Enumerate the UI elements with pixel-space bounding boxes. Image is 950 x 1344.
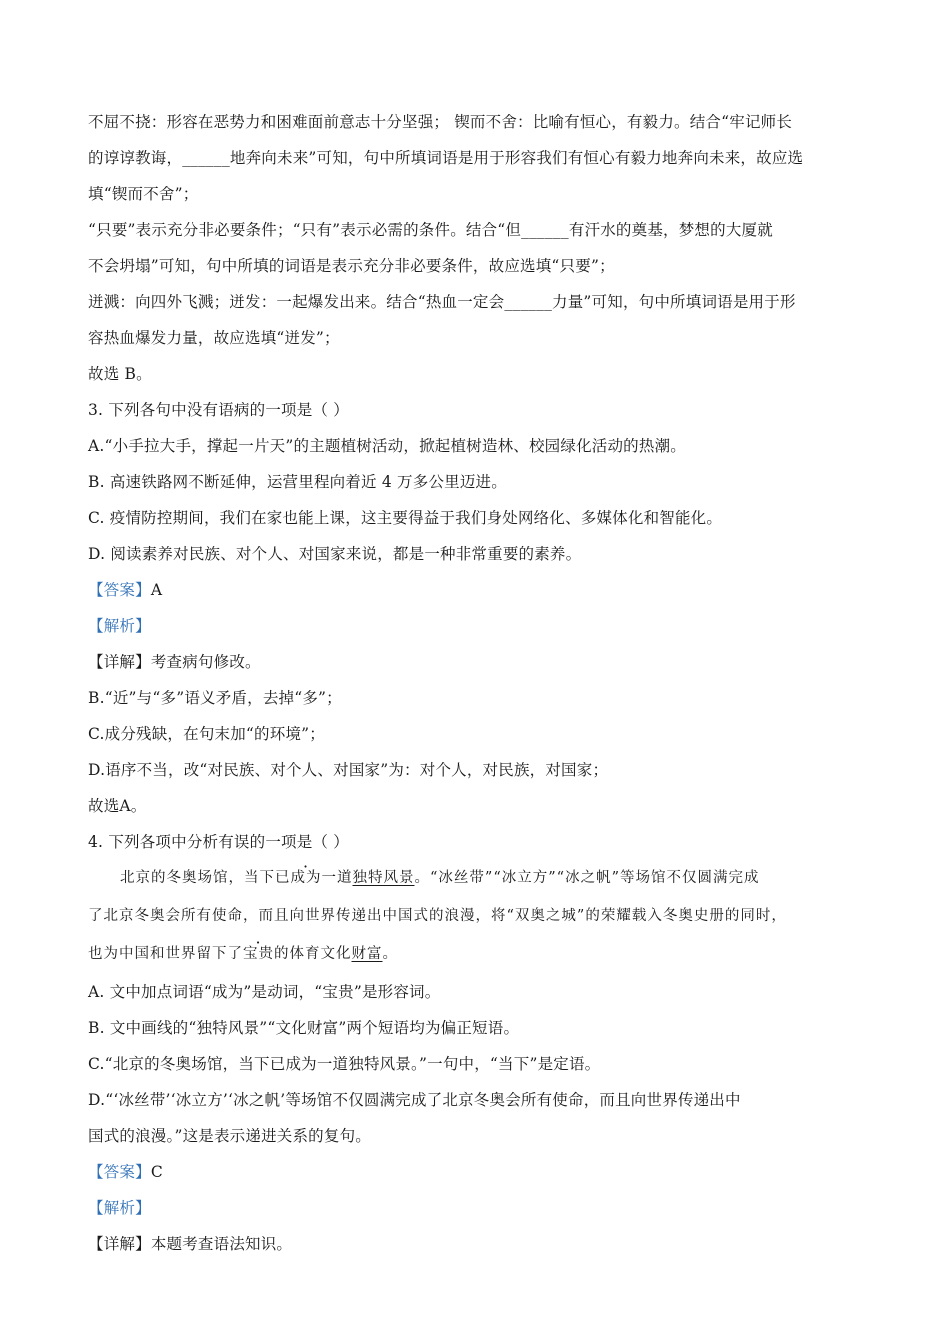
text-line: 迸溅：向四外飞溅；迸发：一起爆发出来。结合“热血一定会______力量”可知，句中所填词语是用于形 [88,293,796,311]
answer-value: C [150,1163,163,1181]
text-line: 的谆谆教诲，______地奔向未来”可知，句中所填词语是用于形容我们有恒心有毅力地奔向未来，故应选 [88,149,804,167]
text-line: “只要”表示充分非必要条件；“只有”表示必需的条件。结合“但______有汗水的奠基，梦想的大厦就 [88,221,773,239]
question-3-option-b: B. 高速铁路网不断延伸，运营里程向着近 4 万多公里迈进。 [88,473,507,491]
answer-tag: 【答案】 [88,1163,151,1181]
passage-text: 的体育文化 [274,946,352,962]
question-3-option-d: D. 阅读素养对民族、对个人、对国家来说，都是一种非常重要的素养。 [88,545,582,563]
text-line: 故选 B。 [88,365,152,383]
answer-tag: 【答案】 [88,581,151,599]
detail-tag: 【详解】 [88,1235,151,1253]
underlined-phrase: 独特风景 [352,870,415,886]
detail-tag: 【详解】 [88,653,151,671]
analysis-tag: 【解析】 [88,1199,151,1217]
text-line: 不会坍塌”可知，句中所填的词语是表示充分非必要条件，故应选填“只要”； [88,257,615,275]
passage-line [120,868,862,888]
explain-line: 故选A。 [88,797,147,815]
question-4-option-d-cont: 国式的浪漫。”这是表示递进关系的复句。 [88,1127,371,1145]
passage-text: 一道 [321,870,353,886]
dotted-word: 宝贵 [243,946,274,962]
question-4-option-a: A. 文中加点词语“成为”是动词，“宝贵”是形容词。 [88,983,441,1001]
detail-text: 本题考查语法知识。 [150,1235,293,1253]
explain-line: B.“近”与“多”语义矛盾，去掉“多”； [88,689,342,707]
text-line: 容热血爆发力量，故应选填“迸发”； [88,329,340,347]
passage-text: 也为中国和世界留下了 [88,946,243,962]
passage-line: 了北京冬奥会所有使命，而且向世界传递出中国式的浪漫，将“双奥之城”的荣耀载入冬奥史册的同时， [88,908,787,924]
question-3-option-a: A.“小手拉大手，撑起一片天”的主题植树活动，掀起植树造林、校园绿化活动的热潮。 [88,437,686,455]
explain-line: D.语序不当，改“对民族、对个人、对国家”为：对个人，对民族，对国家； [88,761,609,779]
detail-line [88,652,862,672]
question-3-option-c: C. 疫情防控期间，我们在家也能上课，这主要得益于我们身处网络化、多媒体化和智能化。 [88,509,723,527]
question-3-title: 3. 下列各句中没有语病的一项是（ ） [88,401,349,419]
passage-text: 。 [382,946,398,962]
text-line: 不屈不挠：形容在恶势力和困难面前意志十分坚强； 锲而不舍：比喻有恒心，有毅力。结合“牢记师长 [88,113,793,131]
dotted-word: 成为 [290,870,322,886]
text-line: 填“锲而不舍”； [88,185,199,203]
question-4-title: 4. 下列各项中分析有误的一项是（ ） [88,833,349,851]
underlined-phrase: 财富 [351,946,383,962]
passage-line [88,944,862,964]
passage-text: 。“冰丝带”“冰立方”“冰之帆”等场馆不仅圆满完成 [414,870,760,886]
answer-line [88,580,862,600]
question-4-option-c: C.“北京的冬奥场馆，当下已成为一道独特风景。”一句中，“当下”是定语。 [88,1055,601,1073]
answer-value: A [150,581,163,599]
detail-text: 考查病句修改。 [150,653,261,671]
passage-text: 北京的冬奥场馆，当下已 [120,870,291,886]
answer-line [88,1162,862,1182]
explain-line: C.成分残缺，在句末加“的环境”； [88,725,325,743]
detail-line [88,1234,862,1254]
question-4-option-d: D.“‘冰丝带’‘冰立方’‘冰之帆’等场馆不仅圆满完成了北京冬奥会所有使命，而且向世界传递出中 [88,1091,741,1109]
analysis-tag: 【解析】 [88,617,151,635]
question-4-option-b: B. 文中画线的“独特风景”“文化财富”两个短语均为偏正短语。 [88,1019,520,1037]
